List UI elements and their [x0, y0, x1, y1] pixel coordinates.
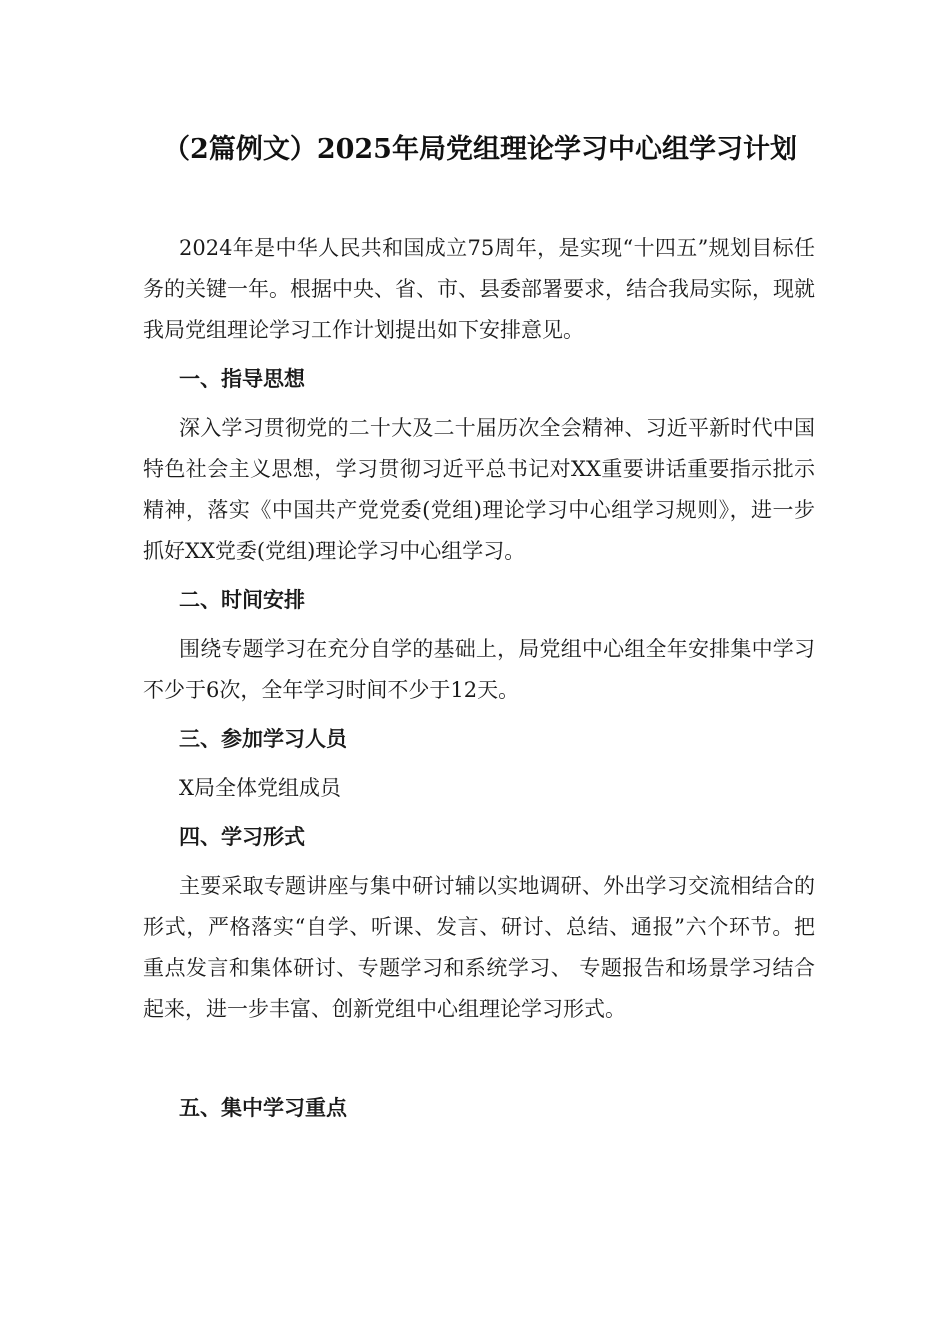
- section-heading-key-study-topics: 五、集中学习重点: [179, 1096, 347, 1120]
- section-body-study-format: 主要采取专题讲座与集中研讨辅以实地调研、外出学习交流相结合的形式，严格落实“自学、听课、发言、研讨、总结、通报”六个环节。把重点发言和集体研讨、专题学习和系统学习、 专题报告和场景学习结合起来，进一步丰富、创新党组中心组理论学习形式。: [143, 874, 815, 1021]
- section-heading-participants: 三、参加学习人员: [179, 727, 347, 751]
- section-heading-study-format: 四、学习形式: [179, 825, 305, 849]
- section-heading-guiding-ideology: 一、指导思想: [179, 367, 305, 391]
- section-body-schedule: 围绕专题学习在充分自学的基础上，局党组中心组全年安排集中学习不少于6次，全年学习时间不少于12天。: [143, 637, 815, 702]
- document-title: （2篇例文）2025年局党组理论学习中心组学习计划: [163, 134, 797, 165]
- section-body-guiding-ideology: 深入学习贯彻党的二十大及二十届历次全会精神、习近平新时代中国特色社会主义思想，学习贯彻习近平总书记对XX重要讲话重要指示批示精神，落实《中国共产党党委(党组)理论学习中心组学习规则》，进一步抓好XX党委(党组)理论学习中心组学习。: [143, 416, 815, 563]
- intro-paragraph: 2024年是中华人民共和国成立75周年，是实现“十四五”规划目标任务的关键一年。根据中央、省、市、县委部署要求，结合我局实际，现就我局党组理论学习工作计划提出如下安排意见。: [143, 236, 815, 342]
- document-body: [143, 228, 815, 1137]
- section-body-participants: X局全体党组成员: [179, 776, 341, 800]
- section-heading-schedule: 二、时间安排: [179, 588, 305, 612]
